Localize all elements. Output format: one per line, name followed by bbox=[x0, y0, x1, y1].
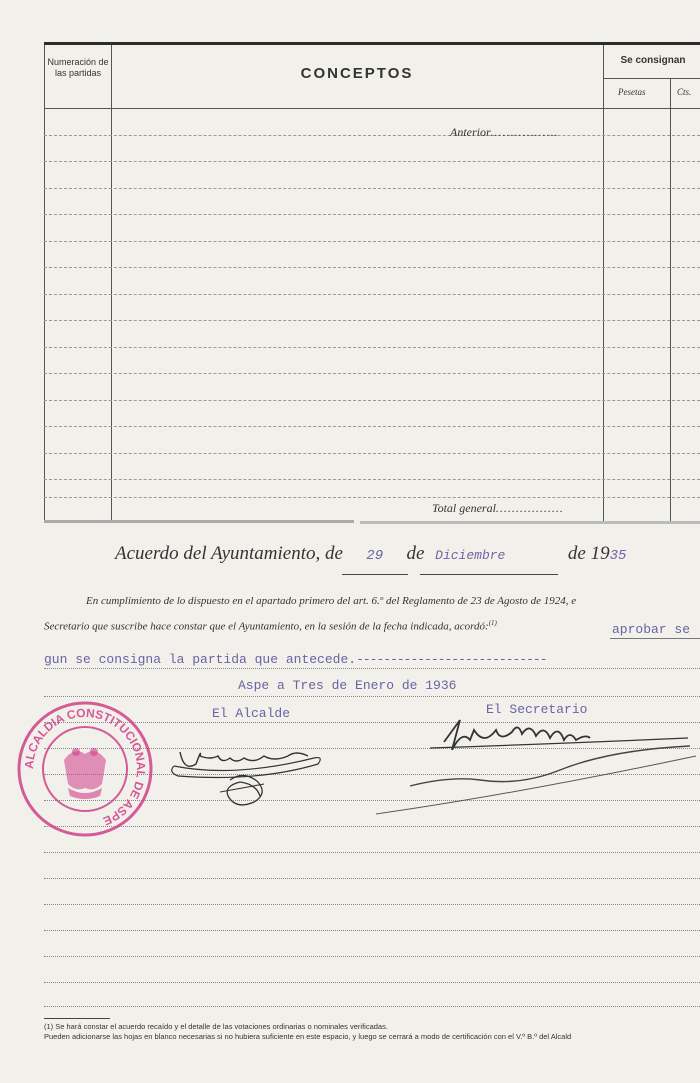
table-row bbox=[44, 214, 700, 215]
footnote-2: Pueden adicionarse las hojas en blanco necesarias si no hubiera suficiente en este espacio, y luego se cerrará a modo de certificación con el V.º B.º del Alcald bbox=[44, 1032, 572, 1041]
table-row bbox=[44, 373, 700, 374]
write-line bbox=[44, 930, 700, 931]
table-bottom-rule bbox=[360, 521, 700, 524]
table-row bbox=[44, 426, 700, 427]
acuerdo-year: 35 bbox=[609, 548, 627, 564]
write-line bbox=[44, 668, 700, 669]
table-col-divider bbox=[111, 45, 112, 523]
total-general-label: Total general bbox=[432, 501, 496, 515]
table-row bbox=[44, 453, 700, 454]
month-underline bbox=[420, 574, 558, 575]
table-row bbox=[44, 320, 700, 321]
table-border-left bbox=[44, 45, 45, 523]
write-line bbox=[610, 638, 700, 639]
table-bottom-rule bbox=[44, 520, 354, 523]
table-row bbox=[44, 479, 700, 480]
write-line bbox=[44, 878, 700, 879]
body-line-2-text: Secretario que suscribe hace constar que el Ayuntamiento, en la sesión de la fecha indicada, acordó: bbox=[44, 620, 489, 633]
alcalde-signature-icon bbox=[160, 722, 330, 818]
header-bottom-border bbox=[44, 108, 700, 109]
footnote-ref: (1) bbox=[488, 619, 497, 627]
typed-acuerdo-start: aprobar se bbox=[612, 622, 691, 637]
footnote-rule bbox=[44, 1018, 110, 1019]
header-sub-divider bbox=[603, 78, 700, 79]
alcalde-label: El Alcalde bbox=[212, 706, 291, 721]
concepts-table bbox=[44, 42, 700, 523]
table-col-divider bbox=[603, 45, 604, 523]
header-conceptos: CONCEPTOS bbox=[300, 65, 414, 82]
body-line-2 bbox=[44, 619, 497, 633]
table-row bbox=[44, 135, 700, 136]
body-line-1: En cumplimiento de lo dispuesto en el apartado primero del art. 6.º del Reglamento de 23 de Agosto de 1924, e bbox=[86, 595, 577, 607]
anterior-label: Anterior bbox=[450, 125, 491, 139]
anterior-row: Anterior................. bbox=[450, 125, 559, 139]
typed-acuerdo-cont: gun se consigna la partida que antecede.---------------------------- bbox=[44, 652, 547, 667]
table-col-divider bbox=[670, 79, 671, 523]
table-row bbox=[44, 241, 700, 242]
total-general-row: Total general................. bbox=[432, 501, 564, 515]
acuerdo-prefix: Acuerdo del Ayuntamiento, de bbox=[115, 543, 343, 564]
day-underline bbox=[342, 574, 408, 575]
official-stamp-icon bbox=[16, 700, 154, 838]
table-row bbox=[44, 400, 700, 401]
header-se-consignan: Se consignan bbox=[620, 55, 686, 66]
typed-acuerdo-text: gun se consigna la partida que antecede. bbox=[44, 652, 357, 667]
table-row bbox=[44, 347, 700, 348]
acuerdo-line bbox=[115, 543, 626, 565]
secretario-signature-icon bbox=[370, 708, 700, 820]
stamp-text: ALCALDIA CONSTITUCIONAL DE ASPE bbox=[21, 705, 149, 829]
secretario-label: El Secretario bbox=[486, 702, 588, 717]
header-numeracion: Numeración de las partidas bbox=[47, 57, 109, 78]
typed-date: Aspe a Tres de Enero de 1936 bbox=[238, 678, 457, 693]
header-cts: Cts. bbox=[677, 87, 692, 97]
write-line bbox=[44, 956, 700, 957]
table-row bbox=[44, 161, 700, 162]
write-line bbox=[44, 1006, 700, 1007]
write-line bbox=[44, 904, 700, 905]
footnote-1: (1) Se hará constar el acuerdo recaído y el detalle de las votaciones ordinarias o nominales verificadas. bbox=[44, 1022, 388, 1031]
table-row bbox=[44, 497, 700, 498]
acuerdo-de: de bbox=[406, 543, 425, 564]
acuerdo-de-year: de 19 bbox=[567, 543, 610, 564]
header-pesetas: Pesetas bbox=[618, 87, 646, 97]
write-line bbox=[44, 982, 700, 983]
write-line bbox=[44, 696, 700, 697]
acuerdo-day: 29 bbox=[366, 548, 384, 564]
table-row bbox=[44, 188, 700, 189]
acuerdo-month: Diciembre bbox=[435, 548, 506, 563]
table-row bbox=[44, 294, 700, 295]
table-row bbox=[44, 267, 700, 268]
write-line bbox=[44, 852, 700, 853]
